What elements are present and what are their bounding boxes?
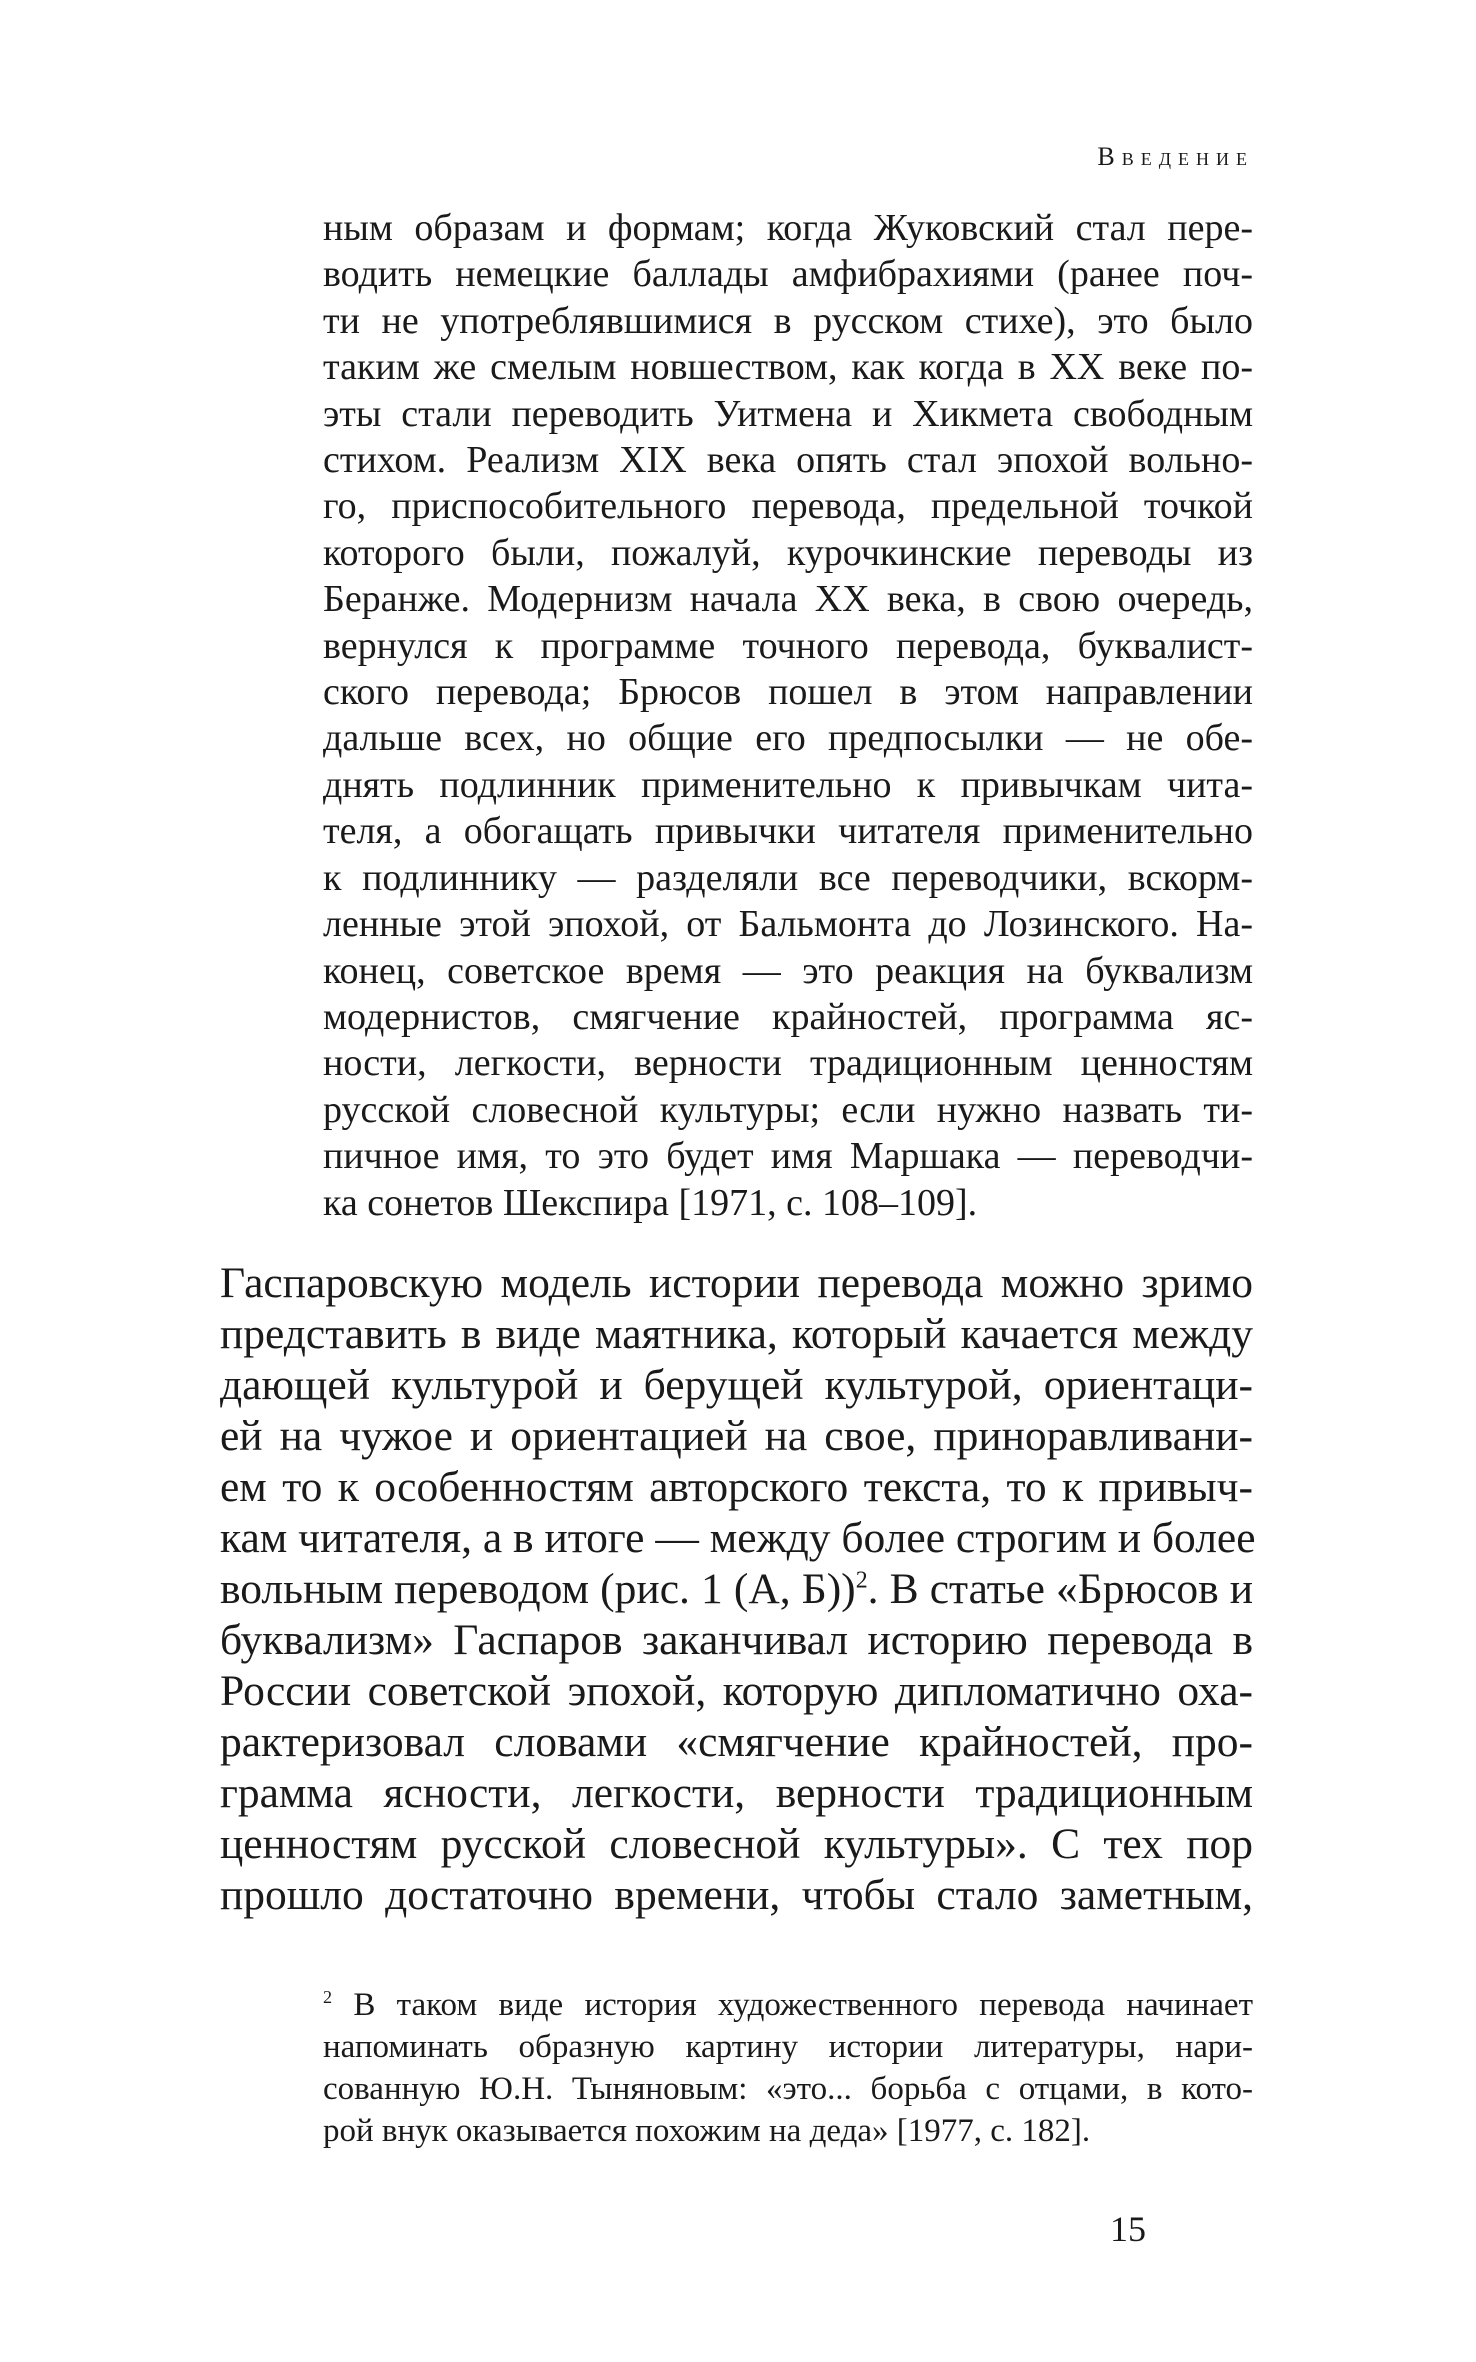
paragraph-line: представить в виде маятника, который качается между: [220, 1310, 1253, 1358]
footnote: [323, 1984, 1253, 2152]
quote-line: ленные этой эпохой, от Бальмонта до Лозинского. На-: [323, 903, 1253, 946]
quote-line: днять подлинник применительно к привычкам чита-: [323, 763, 1253, 806]
quote-line: русской словесной культуры; если нужно назвать ти-: [323, 1088, 1253, 1131]
quote-line: стихом. Реализм XIX века опять стал эпохой вольно-: [323, 439, 1253, 482]
paragraph-line: буквализм» Гаспаров заканчивал историю перевода в: [220, 1616, 1253, 1664]
quote-line: теля, а обогащать привычки читателя применительно: [323, 810, 1253, 853]
paragraph-line-start: вольным переводом (рис. 1 (А, Б)): [220, 1565, 856, 1613]
page-number: 15: [1110, 2209, 1146, 2249]
quote-line: конец, советское время — это реакция на буквализм: [323, 949, 1253, 992]
paragraph-line-with-footnote-ref: [220, 1564, 1253, 1615]
footnote-reference[interactable]: 2: [855, 1567, 868, 1594]
quote-line: к подлиннику — разделяли все переводчики, вскорм-: [323, 856, 1253, 899]
quote-line: го, приспособительного перевода, предельной точкой: [323, 485, 1253, 528]
paragraph-line: ей на чужое и ориентацией на свое, приноравливани-: [220, 1412, 1253, 1460]
quote-line: ным образам и формам; когда Жуковский стал пере-: [323, 207, 1253, 249]
paragraph-line: ем то к особенностям авторского текста, то к привыч-: [220, 1463, 1253, 1511]
paragraph-line: прошло достаточно времени, чтобы стало заметным,: [220, 1871, 1253, 1919]
paragraph-line: России советской эпохой, которую дипломатично оха-: [220, 1667, 1253, 1715]
footnote-line: напоминать образную картину истории литературы, нари-: [323, 2029, 1253, 2065]
paragraph-line: ценностям русской словесной культуры». С тех пор: [220, 1820, 1253, 1868]
quote-line: ского перевода; Брюсов пошел в этом направлении: [323, 671, 1253, 714]
quote-line: пичное имя, то это будет имя Маршака — переводчи-: [323, 1135, 1253, 1178]
paragraph-line: грамма ясности, легкости, верности традиционным: [220, 1769, 1253, 1817]
quote-line: ти не употреблявшимися в русском стихе), это было: [323, 299, 1253, 342]
quote-line: дальше всех, но общие его предпосылки — не обе-: [323, 717, 1253, 760]
footnote-line: [323, 1984, 1253, 2026]
footnote-line: рой внук оказывается похожим на деда» [1977, с. 182].: [323, 2113, 1091, 2149]
quote-line: которого были, пожалуй, курочкинские переводы из: [323, 531, 1253, 574]
quote-line: ка сонетов Шекспира [1971, с. 108–109].: [323, 1181, 978, 1224]
quote-line: модернистов, смягчение крайностей, программа яс-: [323, 995, 1253, 1038]
quote-line: эты стали переводить Уитмена и Хикмета свободным: [323, 392, 1253, 435]
paragraph-line: дающей культурой и берущей культурой, ориентаци-: [220, 1361, 1253, 1409]
block-quote: [323, 205, 1253, 1226]
running-head: Введение: [1097, 142, 1254, 171]
quote-line: ности, легкости, верности традиционным ценностям: [323, 1042, 1253, 1085]
quote-line: водить немецкие баллады амфибрахиями (ранее поч-: [323, 253, 1253, 296]
footnote-line: сованную Ю.Н. Тыняновым: «это... борьба с отцами, в кото-: [323, 2071, 1253, 2107]
main-paragraph: [220, 1258, 1256, 1921]
paragraph-line: кам читателя, а в итоге — между более строгим и более: [220, 1514, 1256, 1562]
quote-line: Беранже. Модернизм начала XX века, в свою очередь,: [323, 578, 1253, 621]
paragraph-line-end: . В статье «Брюсов и: [867, 1565, 1253, 1613]
paragraph-line: Гаспаровскую модель истории перевода можно зримо: [220, 1259, 1253, 1307]
quote-line: вернулся к программе точного перевода, буквалист-: [323, 624, 1253, 667]
quote-line: таким же смелым новшеством, как когда в XX веке по-: [323, 346, 1253, 389]
paragraph-line: рактеризовал словами «смягчение крайностей, про-: [220, 1718, 1253, 1766]
footnote-mark: 2: [323, 1987, 333, 2007]
footnote-first-line: В таком виде история художественного перевода начинает: [332, 1987, 1253, 2023]
